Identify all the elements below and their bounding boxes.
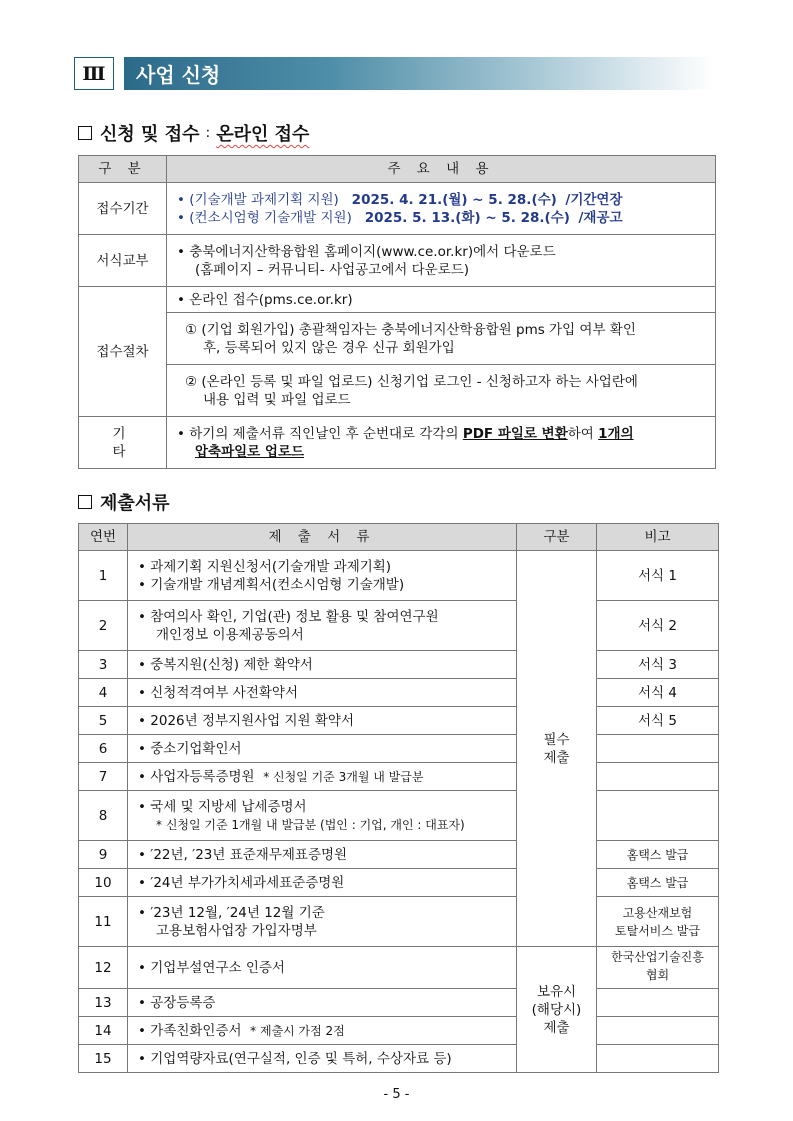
heading-documents xyxy=(78,489,170,515)
row-etc xyxy=(79,417,716,469)
heading-application-subtitle: 온라인 접수 xyxy=(216,124,310,145)
col-header-note: 비고 xyxy=(597,524,719,551)
table-row: 11 • ′23년 12월, ′24년 12월 기준 고용보험사업장 가입자명부 고용산재보험 토탈서비스 발급 xyxy=(79,897,719,947)
row-procedure xyxy=(79,287,716,313)
col-header-content: 주 요 내 용 xyxy=(167,156,716,183)
row-label: 기 타 xyxy=(79,417,167,469)
table-row: 3 • 중복지원(신청) 제한 확약서 서식 3 xyxy=(79,651,719,679)
row-forms xyxy=(79,235,716,287)
application-table xyxy=(78,155,716,469)
procedure-step-2b: 내용 입력 및 파일 업로드 xyxy=(203,391,351,408)
procedure-line-1: 온라인 접수(pms.ce.or.kr) xyxy=(189,291,353,308)
table-row: 14 • 가족친화인증서 * 제출시 가점 2점 xyxy=(79,1017,719,1045)
etc-line-1: • 하기의 제출서류 직인날인 후 순번대로 각각의 PDF 파일로 변환하여 1개의 xyxy=(177,425,709,443)
heading-colon: : xyxy=(205,125,211,141)
checkbox-square-icon xyxy=(78,495,92,509)
row-label: 접수절차 xyxy=(79,287,167,417)
procedure-step-1b: 후, 등록되어 있지 않은 경우 신규 회원가입 xyxy=(203,339,455,356)
heading-application xyxy=(78,120,309,146)
section-title: 사업 신청 xyxy=(124,57,714,90)
table-row: 2 • 참여의사 확인, 기업(관) 정보 활용 및 참여연구원 개인정보 이용제공동의서 서식 2 xyxy=(79,601,719,651)
col-header-type: 구분 xyxy=(517,524,597,551)
period-line-1: • (기술개발 과제기획 지원) 2025. 4. 21.(월) ~ 5. 28.(수) /기간연장 xyxy=(177,191,709,209)
table-row: 8 • 국세 및 지방세 납세증명서 * 신청일 기준 1개월 내 발급분 (법인 : 기업, 개인 : 대표자) xyxy=(79,791,719,841)
row-period xyxy=(79,183,716,235)
col-header-category: 구 분 xyxy=(79,156,167,183)
row-label: 접수기간 xyxy=(79,183,167,235)
table-row: 4 • 신청적격여부 사전확약서 서식 4 xyxy=(79,679,719,707)
etc-line-2: 압축파일로 업로드 xyxy=(195,443,305,460)
table-row: 9 • ′22년, ′23년 표준재무제표증명원 홈택스 발급 xyxy=(79,841,719,869)
documents-table xyxy=(78,523,719,1073)
period-line-2: • (컨소시엄형 기술개발 지원) 2025. 5. 13.(화) ~ 5. 28.(수) /재공고 xyxy=(177,209,709,227)
table-row: 10 • ′24년 부가가치세과세표준증명원 홈택스 발급 xyxy=(79,869,719,897)
table-row: 6 • 중소기업확인서 xyxy=(79,735,719,763)
table-row: 12 • 기업부설연구소 인증서 보유시 (해당시) 제출 한국산업기술진흥 협회 xyxy=(79,947,719,989)
table-row: 7 • 사업자등록증명원 * 신청일 기준 3개월 내 발급분 xyxy=(79,763,719,791)
table-row: 1 • 과제기획 지원신청서(기술개발 과제기획) • 기술개발 개념계획서(컨소시엄형 기술개발) 필수 제출 서식 1 xyxy=(79,551,719,601)
heading-documents-title: 제출서류 xyxy=(100,493,170,514)
group-required: 필수 xyxy=(543,731,570,748)
col-header-no: 연번 xyxy=(79,524,128,551)
page-number: - 5 - xyxy=(383,1087,410,1102)
forms-line-1: • 충북에너지산학융합원 홈페이지(www.ce.or.kr)에서 다운로드 xyxy=(177,243,709,261)
table-row: 15 • 기업역량자료(연구실적, 인증 및 특허, 수상자료 등) xyxy=(79,1045,719,1073)
procedure-step-2a: ② (온라인 등록 및 파일 업로드) 신청기업 로그인 - 신청하고자 하는 사업란에 xyxy=(185,373,638,390)
section-number: Ⅲ xyxy=(74,57,114,90)
row-label: 서식교부 xyxy=(79,235,167,287)
table-row: 13 • 공장등록증 xyxy=(79,989,719,1017)
checkbox-square-icon xyxy=(78,126,92,140)
forms-line-2: (홈페이지 – 커뮤니티- 사업공고에서 다운로드) xyxy=(195,261,470,278)
heading-application-title: 신청 및 접수 xyxy=(100,124,200,145)
table-row: 5 • 2026년 정부지원사업 지원 확약서 서식 5 xyxy=(79,707,719,735)
col-header-docs: 제 출 서 류 xyxy=(128,524,517,551)
procedure-step-1a: ① (기업 회원가입) 총괄책임자는 충북에너지산학융합원 pms 가입 여부 확인 xyxy=(185,321,636,338)
group-optional: 보유시 xyxy=(536,983,577,1000)
